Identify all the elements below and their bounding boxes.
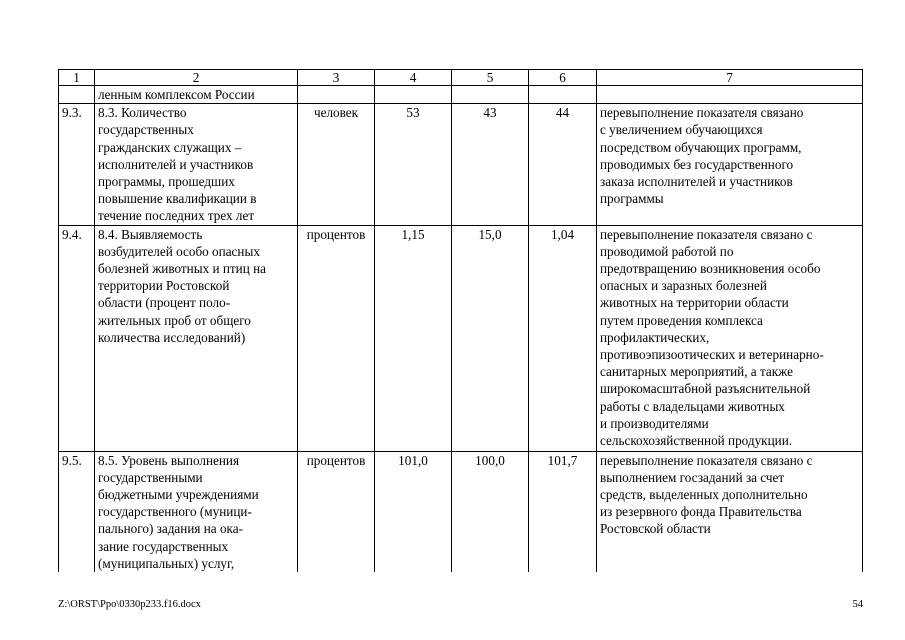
unit-cell: человек — [298, 104, 375, 225]
indicator-name: 8.5. Уровень выполнения государственными бюджетными учреждениями государственного (муници- пального) задания на ока- зание государственных (муниципальных) услуг, — [95, 451, 298, 572]
row-number: 9.4. — [59, 225, 95, 451]
value-col6: 101,7 — [529, 451, 597, 572]
value-col5: 100,0 — [452, 451, 529, 572]
unit-cell: процентов — [298, 451, 375, 572]
table-row — [59, 225, 863, 451]
row-number: 9.3. — [59, 104, 95, 225]
value-col6: 44 — [529, 104, 597, 225]
header-cell: 6 — [529, 70, 597, 86]
table-header-row — [59, 70, 863, 86]
table-row — [59, 451, 863, 572]
header-cell: 4 — [375, 70, 452, 86]
value-col4: 53 — [375, 104, 452, 225]
report-table — [58, 69, 863, 572]
row-number: 9.5. — [59, 451, 95, 572]
comment-cell: перевыполнение показателя связано с увеличением обучающихся посредством обучающих программ, проводимых без государственного заказа исполнителей и участников программы — [597, 104, 863, 225]
value-col5: 15,0 — [452, 225, 529, 451]
indicator-name: 8.4. Выявляемость возбудителей особо опасных болезней животных и птиц на территории Ростовской области (процент поло- жительных проб от общего количества исследований) — [95, 225, 298, 451]
unit-cell: процентов — [298, 225, 375, 451]
table-row — [59, 104, 863, 225]
indicator-name: 8.3. Количество государственных гражданских служащих – исполнителей и участников программы, прошедших повышение квалификации в течение последних трех лет — [95, 104, 298, 225]
value-col4: 1,15 — [375, 225, 452, 451]
continuation-text: ленным комплексом России — [95, 86, 298, 104]
header-cell: 3 — [298, 70, 375, 86]
continuation-row — [59, 86, 863, 104]
page-number: 54 — [852, 599, 863, 610]
footer-file-path: Z:\ORST\Ppo\0330p233.f16.docx — [58, 599, 201, 610]
header-cell: 7 — [597, 70, 863, 86]
comment-cell: перевыполнение показателя связано с проводимой работой по предотвращению возникновения особо опасных и заразных болезней животных на территории области путем проведения комплекса профилактических, противоэпизоотических и ветеринарно- санитарных мероприятий, а также широкомасштабной разъяснительной работы с владельцами животных и производителями сельскохозяйственной продукции. — [597, 225, 863, 451]
header-cell: 1 — [59, 70, 95, 86]
comment-cell: перевыполнение показателя связано с выполнением госзаданий за счет средств, выделенных дополнительно из резервного фонда Правительства Ростовской области — [597, 451, 863, 572]
value-col5: 43 — [452, 104, 529, 225]
value-col6: 1,04 — [529, 225, 597, 451]
header-cell: 5 — [452, 70, 529, 86]
header-cell: 2 — [95, 70, 298, 86]
value-col4: 101,0 — [375, 451, 452, 572]
